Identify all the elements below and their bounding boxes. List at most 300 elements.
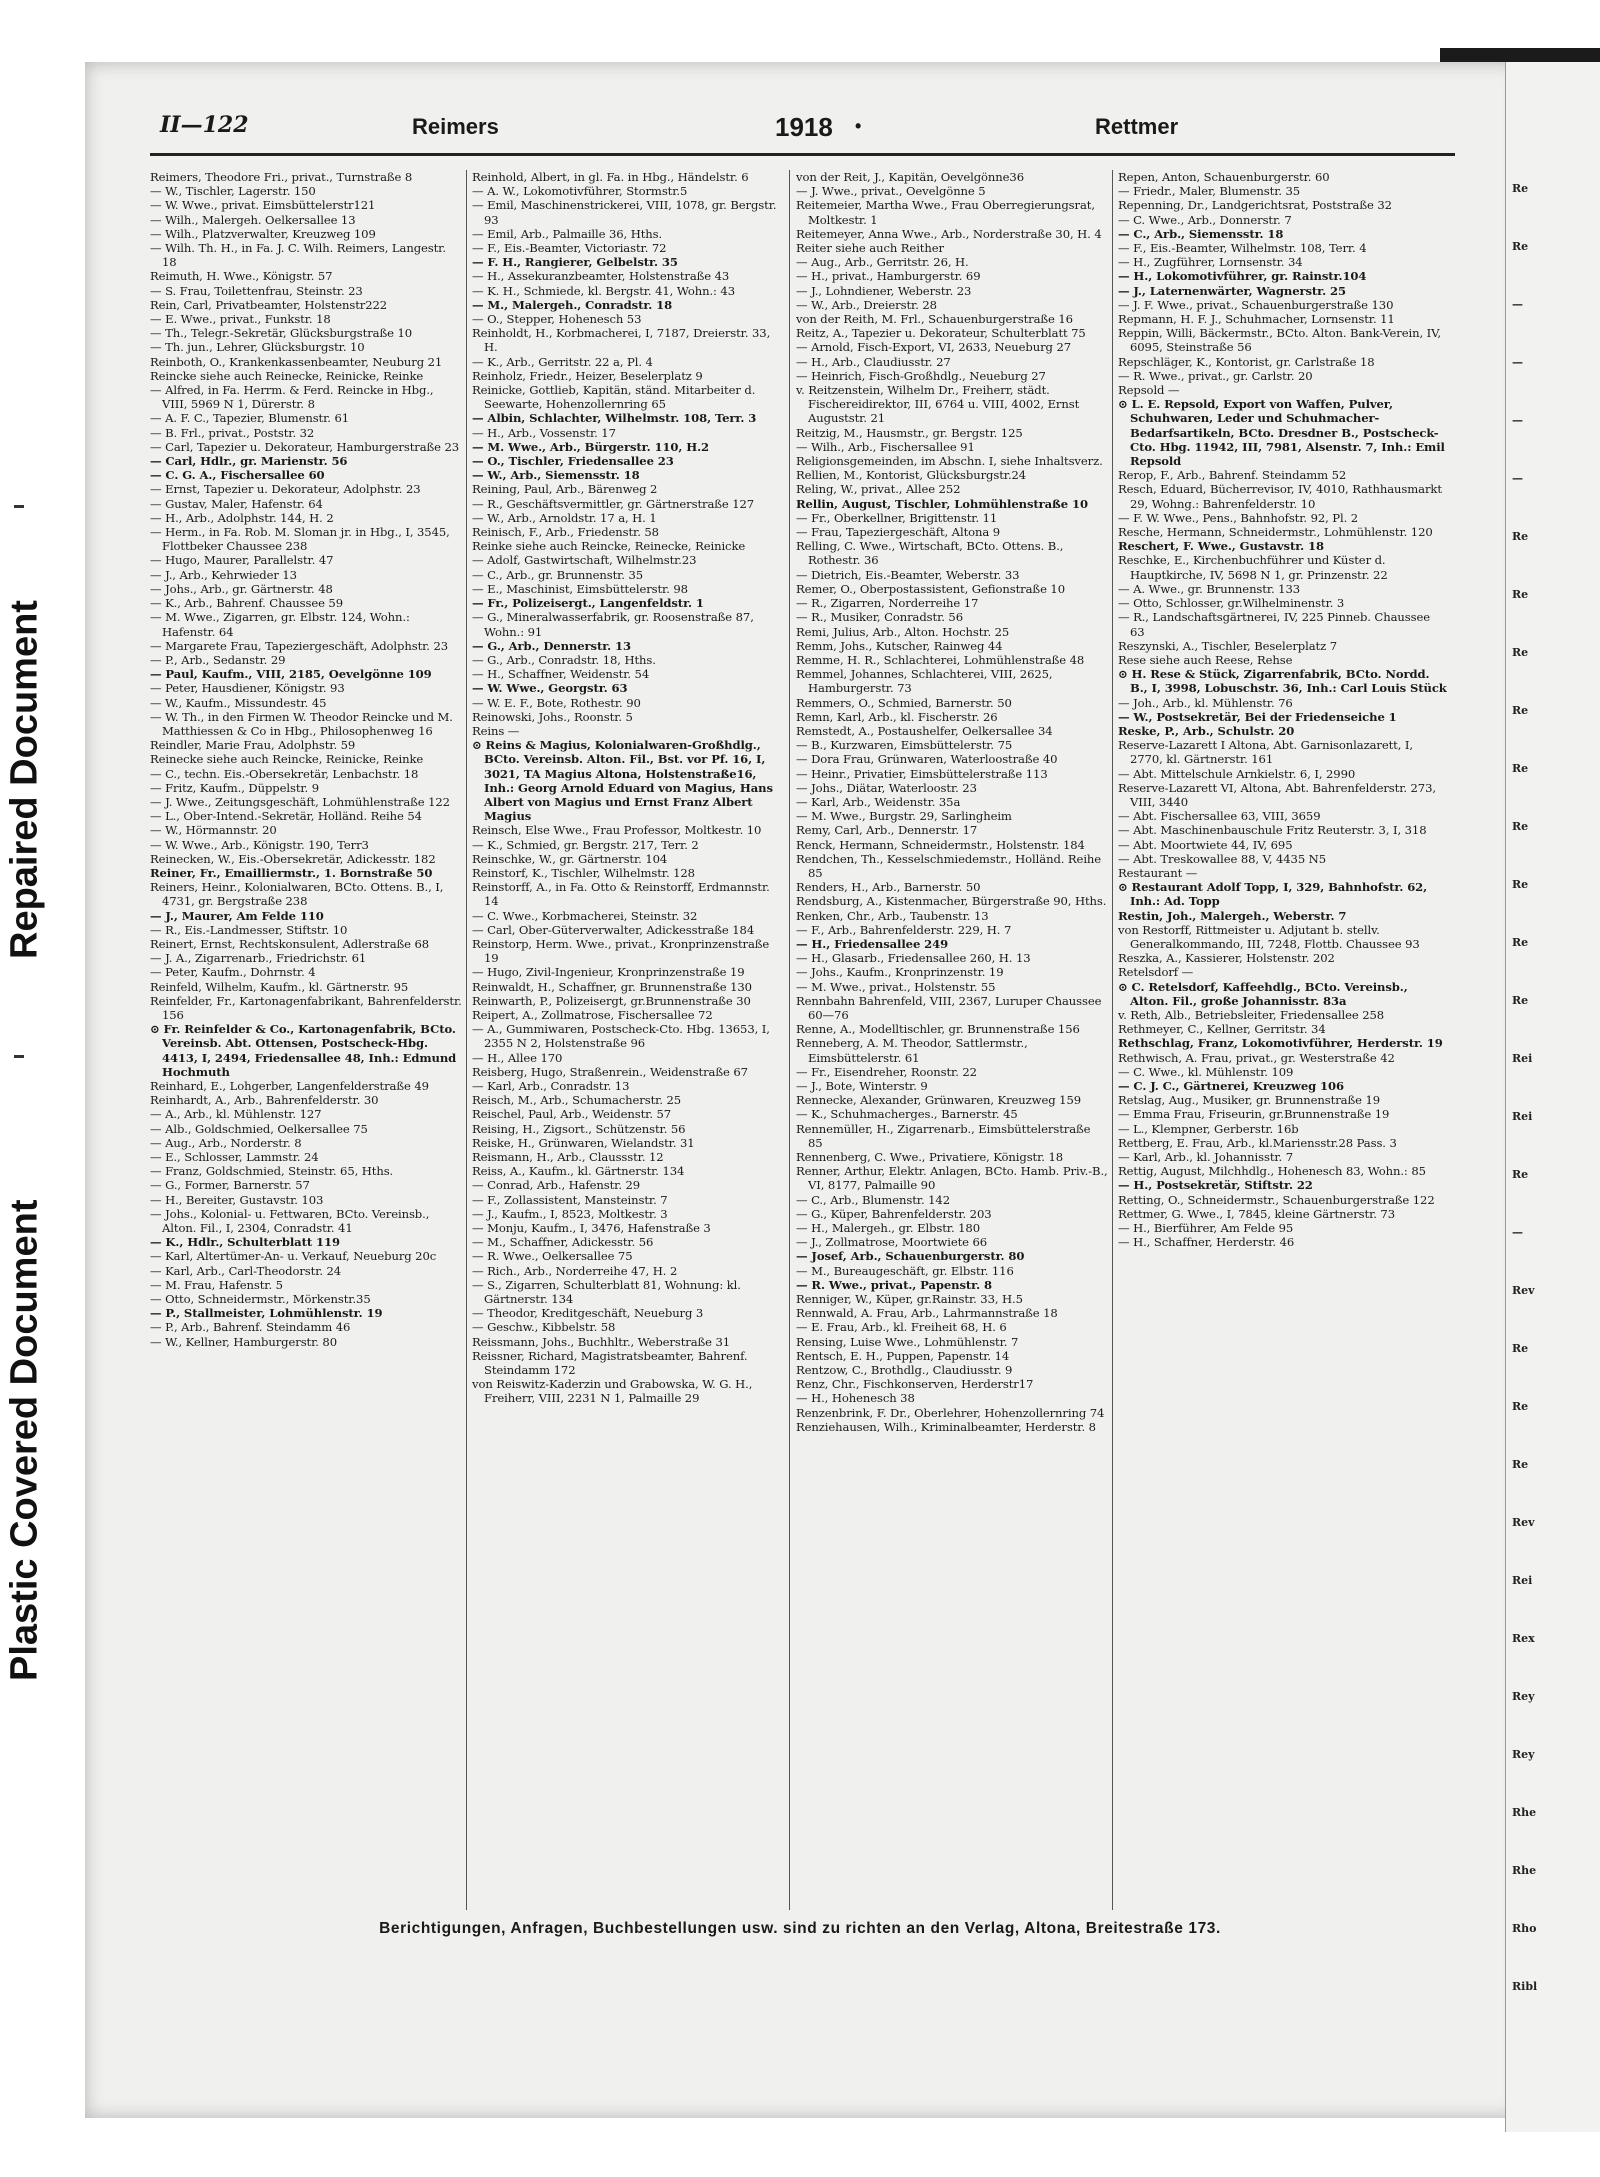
directory-entry: — M. Frau, Hafenstr. 5	[150, 1277, 283, 1292]
column-divider	[1112, 170, 1113, 1910]
adjacent-page-fragment: —	[1512, 356, 1523, 369]
directory-entry: — F., Eis.-Beamter, Wilhelmstr. 108, Terr. 4	[1118, 241, 1367, 256]
directory-entry: — Abt. Mittelschule Arnkielstr. 6, I, 2990	[1118, 766, 1356, 781]
directory-entry: — W. Wwe., Arb., Königstr. 190, Terr3	[150, 837, 369, 852]
directory-entry: Remmers, O., Schmied, Barnerstr. 50	[796, 695, 1012, 710]
directory-entry: Rethschlag, Franz, Lokomotivführer, Herderstr. 19	[1118, 1036, 1443, 1051]
directory-entry: Reinstorf, K., Tischler, Wilhelmstr. 128	[472, 865, 695, 880]
adjacent-page-fragment: Rei	[1512, 1052, 1533, 1065]
adjacent-page-strip	[1505, 62, 1600, 2132]
repaired-document-label: Repaired Document	[3, 600, 46, 960]
directory-entry: — C. Wwe., Arb., Donnerstr. 7	[1118, 212, 1292, 227]
directory-entry: — Emil, Arb., Palmaille 36, Hths.	[472, 226, 663, 241]
adjacent-page-fragment: Re	[1512, 182, 1529, 195]
directory-entry: Rethmeyer, C., Kellner, Gerritstr. 34	[1118, 1022, 1326, 1037]
directory-entry: Reinecken, W., Eis.-Obersekretär, Adickesstr. 182	[150, 851, 436, 866]
directory-entry: — C. J. C., Gärtnerei, Kreuzweg 106	[1118, 1079, 1344, 1093]
directory-entry: Remn, Karl, Arb., kl. Fischerstr. 26	[796, 709, 998, 724]
directory-entry: Reinecke siehe auch Reincke, Reinicke, Reinke	[150, 752, 424, 767]
directory-entry: Renken, Chr., Arb., Taubenstr. 13	[796, 908, 989, 923]
directory-entry: — C. Wwe., kl. Mühlenstr. 109	[1118, 1064, 1294, 1079]
directory-entry: — Joh., Arb., kl. Mühlenstr. 76	[1118, 695, 1293, 710]
directory-entry: Restaurant —	[1118, 865, 1198, 880]
directory-entry: — Karl, Arb., Conradstr. 13	[472, 1079, 630, 1093]
adjacent-page-fragment: Ribl	[1512, 1980, 1538, 1993]
directory-entry: Reinhold, Albert, in gl. Fa. in Hbg., Händelstr. 6	[472, 170, 749, 184]
directory-entry: — Wilh., Arb., Fischersallee 91	[796, 439, 975, 454]
directory-entry: Renziehausen, Wilh., Kriminalbeamter, Herderstr. 8	[796, 1419, 1096, 1434]
divider-dash	[14, 1055, 24, 1058]
adjacent-page-fragment: Re	[1512, 762, 1529, 775]
directory-entry: — M. Wwe., Arb., Bürgerstr. 110, H.2	[472, 439, 709, 454]
directory-column-2	[472, 170, 784, 1910]
directory-entry: — W. Th., in den Firmen W. Theodor Reincke und M. Matthiessen & Co in Hbg., Philosophenweg 16	[150, 709, 453, 738]
directory-entry: Rensing, Luise Wwe., Lohmühlenstr. 7	[796, 1334, 1019, 1349]
directory-entry: — P., Arb., Bahrenf. Steindamm 46	[150, 1320, 351, 1335]
directory-entry: Repen, Anton, Schauenburgerstr. 60	[1118, 170, 1330, 184]
directory-entry: — W., Tischler, Lagerstr. 150	[150, 184, 316, 199]
directory-entry: — F., Zollassistent, Mansteinstr. 7	[472, 1192, 668, 1207]
directory-entry: Repmann, H. F. J., Schuhmacher, Lornsenstr. 11	[1118, 312, 1395, 327]
directory-entry: — Fr., Polizeisergt., Langenfeldstr. 1	[472, 596, 704, 611]
directory-entry: Reismann, H., Arb., Claussstr. 12	[472, 1150, 664, 1165]
directory-entry: — Ernst, Tapezier u. Dekorateur, Adolphstr. 23	[150, 482, 421, 497]
directory-entry: — K., Hdlr., Schulterblatt 119	[150, 1235, 340, 1250]
directory-entry: Reiners, Heinr., Kolonialwaren, BCto. Ottens. B., I, 4731, gr. Bergstraße 238	[150, 880, 444, 909]
directory-entry: — Otto, Schneidermstr., Mörkenstr.35	[150, 1292, 371, 1307]
directory-entry: — Rich., Arb., Norderreihe 47, H. 2	[472, 1263, 678, 1278]
directory-entry: — Th. jun., Lehrer, Glücksburgstr. 10	[150, 340, 365, 355]
directory-entry: von Reiswitz-Kaderzin und Grabowska, W. G. H., Freiherr, VIII, 2231 N 1, Palmaille 29	[472, 1377, 753, 1406]
directory-entry: — Karl, Arb., Carl-Theodorstr. 24	[150, 1263, 342, 1278]
adjacent-page-fragment: Rei	[1512, 1574, 1533, 1587]
directory-entry: — Karl, Altertümer-An- u. Verkauf, Neueburg 20c	[150, 1249, 437, 1264]
directory-entry: — Johs., Arb., gr. Gärtnerstr. 48	[150, 581, 333, 596]
directory-entry: Reserve-Lazarett VI, Altona, Abt. Bahrenfelderstr. 273, VIII, 3440	[1118, 780, 1436, 809]
directory-entry: Rennecke, Alexander, Grünwaren, Kreuzweg 159	[796, 1093, 1081, 1108]
directory-entry: Repsold —	[1118, 383, 1180, 398]
directory-entry: Reinstorp, Herm. Wwe., privat., Kronprinzenstraße 19	[472, 936, 770, 966]
directory-entry: — Paul, Kaufm., VIII, 2185, Oevelgönne 109	[150, 667, 432, 682]
directory-entry: — Abt. Fischersallee 63, VIII, 3659	[1118, 809, 1321, 824]
directory-entry: — G., Former, Barnerstr. 57	[150, 1178, 310, 1193]
directory-entry: Reinholdt, H., Korbmacherei, I, 7187, Dreierstr. 33, H.	[472, 326, 771, 355]
directory-entry: Renner, Arthur, Elektr. Anlagen, BCto. Hamb. Priv.-B., VI, 8177, Palmaille 90	[796, 1164, 1108, 1193]
directory-entry: Reiske, H., Grünwaren, Wielandstr. 31	[472, 1135, 695, 1150]
directory-entry: — J., Arb., Kehrwieder 13	[150, 567, 297, 582]
directory-entry: — G., Arb., Dennerstr. 13	[472, 638, 631, 653]
column-divider	[466, 170, 467, 1910]
directory-entry: ⊙ L. E. Repsold, Export von Waffen, Pulver, Schuhwaren, Leder und Schuhmacher-Bedarfsartikeln, BCto. Dresdner B., Postscheck-Cto. Hbg. 11942, III, 7981, Alsenstr. 7, Inh.: Emil Repsold	[1118, 397, 1445, 469]
directory-entry: — K., Schuhmacherges., Barnerstr. 45	[796, 1107, 1018, 1122]
adjacent-page-fragment: —	[1512, 1226, 1523, 1239]
directory-entry: — M. Wwe., privat., Holstenstr. 55	[796, 979, 996, 994]
adjacent-page-fragment: —	[1512, 472, 1523, 485]
directory-entry: Retelsdorf —	[1118, 965, 1194, 980]
directory-entry: Reinke siehe auch Reincke, Reinecke, Reinicke	[472, 539, 746, 554]
directory-entry: Reisberg, Hugo, Straßenrein., Weidenstraße 67	[472, 1064, 748, 1079]
directory-entry: — M., Malergeh., Conradstr. 18	[472, 297, 673, 312]
directory-entry: — Heinrich, Fisch-Großhdlg., Neueburg 27	[796, 368, 1046, 383]
directory-entry: Rein, Carl, Privatbeamter, Holstenstr222	[150, 297, 388, 312]
directory-entry: — Heinr., Privatier, Eimsbüttelerstraße 113	[796, 766, 1048, 781]
directory-entry: Rese siehe auch Reese, Rehse	[1118, 652, 1293, 667]
directory-entry: — C., Arb., Siemensstr. 18	[1118, 226, 1284, 241]
directory-entry: — H., Schaffner, Herderstr. 46	[1118, 1235, 1295, 1250]
directory-entry: — J., Maurer, Am Felde 110	[150, 908, 324, 923]
directory-entry: Reins —	[472, 723, 520, 738]
directory-entry: — S. Frau, Toilettenfrau, Steinstr. 23	[150, 283, 363, 298]
directory-entry: — A., Arb., kl. Mühlenstr. 127	[150, 1107, 322, 1122]
directory-entry: — Carl, Tapezier u. Dekorateur, Hamburgerstraße 23	[150, 439, 460, 454]
directory-entry: Renders, H., Arb., Barnerstr. 50	[796, 880, 981, 895]
adjacent-page-fragment: Rho	[1512, 1922, 1537, 1935]
directory-entry: — A. F. C., Tapezier, Blumenstr. 61	[150, 411, 350, 426]
directory-entry: — Karl, Arb., kl. Johannisstr. 7	[1118, 1150, 1293, 1165]
directory-entry: Repenning, Dr., Landgerichtsrat, Poststraße 32	[1118, 198, 1392, 213]
directory-entry: — W., Arb., Dreierstr. 28	[796, 297, 937, 312]
directory-entry: — Johs., Diätar, Waterloostr. 23	[796, 780, 977, 795]
directory-entry: Reimers, Theodore Fri., privat., Turnstraße 8	[150, 170, 413, 184]
directory-entry: Reinisch, F., Arb., Friedenstr. 58	[472, 525, 659, 540]
directory-entry: — H., Bierführer, Am Felde 95	[1118, 1221, 1294, 1236]
directory-entry: — H., Allee 170	[472, 1050, 563, 1065]
adjacent-page-fragment: Re	[1512, 1168, 1529, 1181]
directory-entry: ⊙ Reins & Magius, Kolonialwaren-Großhdlg., BCto. Vereinsb. Alton. Fil., Bst. vor Pf. 16, I, 3021, TA Magius Altona, Holstenstraße16, Inh.: Georg Arnold Eduard von Magius, Hans Albert von Magius und Ernst Franz Albert Magius	[472, 738, 773, 824]
directory-entry: Reischel, Paul, Arb., Weidenstr. 57	[472, 1107, 672, 1122]
plastic-covered-document-label: Plastic Covered Document	[3, 1199, 46, 1681]
column-divider	[789, 170, 790, 1910]
directory-entry: Reitzig, M., Hausmstr., gr. Bergstr. 125	[796, 425, 1023, 440]
directory-entry: Reinfeld, Wilhelm, Kaufm., kl. Gärtnerstr. 95	[150, 979, 409, 994]
directory-entry: Relling, C. Wwe., Wirtschaft, BCto. Ottens. B., Rothestr. 36	[796, 539, 1064, 568]
directory-entry: — R. Wwe., privat., Papenstr. 8	[796, 1277, 992, 1292]
directory-entry: — W., Arb., Arnoldstr. 17 a, H. 1	[472, 510, 657, 525]
directory-column-4	[1118, 170, 1448, 1910]
directory-entry: Remstedt, A., Postaushelfer, Oelkersallee 34	[796, 723, 1053, 738]
directory-entry: Reszka, A., Kassierer, Holstenstr. 202	[1118, 951, 1335, 966]
directory-entry: — Friedr., Maler, Blumenstr. 35	[1118, 184, 1301, 199]
directory-entry: — F., Eis.-Beamter, Victoriastr. 72	[472, 241, 667, 256]
directory-entry: — Geschw., Kibbelstr. 58	[472, 1320, 616, 1335]
directory-entry: Remy, Carl, Arb., Dennerstr. 17	[796, 823, 978, 838]
directory-entry: Remme, H. R., Schlachterei, Lohmühlenstraße 48	[796, 652, 1085, 667]
header-dot: •	[855, 116, 862, 136]
directory-entry: Renneberg, A. M. Theodor, Sattlermstr., Eimsbüttelerstr. 61	[796, 1036, 1028, 1065]
directory-entry: — F., Arb., Bahrenfelderstr. 229, H. 7	[796, 922, 1012, 937]
adjacent-page-fragment: Rev	[1512, 1516, 1535, 1529]
directory-entry: Reinhard, E., Lohgerber, Langenfelderstraße 49	[150, 1079, 429, 1093]
directory-entry: — Karl, Arb., Weidenstr. 35a	[796, 794, 961, 809]
directory-entry: Reinwarth, P., Polizeisergt, gr.Brunnenstraße 30	[472, 993, 751, 1008]
directory-entry: — H., Friedensallee 249	[796, 936, 949, 951]
directory-entry: — W., Kaufm., Missundestr. 45	[150, 695, 327, 710]
directory-entry: Reincke siehe auch Reinecke, Reinicke, Reinke	[150, 368, 424, 383]
directory-entry: — R., Zigarren, Norderreihe 17	[796, 596, 979, 611]
directory-entry: — Peter, Hausdiener, Königstr. 93	[150, 681, 345, 696]
directory-entry: — Alfred, in Fa. Herrm. & Ferd. Reincke in Hbg., VIII, 5969 N 1, Dürerstr. 8	[150, 383, 434, 412]
directory-entry: — Wilh. Th. H., in Fa. J. C. Wilh. Reimers, Langestr. 18	[150, 241, 446, 270]
directory-entry: — F. W. Wwe., Pens., Bahnhofstr. 92, Pl. 2	[1118, 510, 1359, 525]
directory-entry: — J., Bote, Winterstr. 9	[796, 1079, 928, 1093]
directory-entry: — P., Stallmeister, Lohmühlenstr. 19	[150, 1306, 383, 1321]
adjacent-page-fragment: Rey	[1512, 1690, 1535, 1703]
adjacent-page-fragment: Re	[1512, 936, 1529, 949]
adjacent-page-fragment: —	[1512, 298, 1523, 311]
directory-entry: — B., Kurzwaren, Eimsbüttelerstr. 75	[796, 738, 1013, 753]
adjacent-page-fragment: Re	[1512, 994, 1529, 1007]
adjacent-page-fragment: Rev	[1512, 1284, 1535, 1297]
directory-entry: Reissmann, Johs., Buchhltr., Weberstraße 31	[472, 1334, 731, 1349]
directory-entry: — O., Tischler, Friedensallee 23	[472, 454, 674, 469]
directory-entry: Reinowski, Johs., Roonstr. 5	[472, 709, 633, 724]
directory-entry: Reinhardt, A., Arb., Bahrenfelderstr. 30	[150, 1093, 379, 1108]
directory-entry: — J., Lohndiener, Weberstr. 23	[796, 283, 972, 298]
directory-entry: — E., Schlosser, Lammstr. 24	[150, 1150, 319, 1165]
directory-entry: — G., Küper, Bahrenfelderstr. 203	[796, 1206, 992, 1221]
directory-entry: — Alb., Goldschmied, Oelkersallee 75	[150, 1121, 368, 1136]
directory-entry: — H., Postsekretär, Stiftstr. 22	[1118, 1178, 1313, 1193]
directory-entry: — C., Arb., gr. Brunnenstr. 35	[472, 567, 644, 582]
directory-entry: — E., Maschinist, Eimsbüttelerstr. 98	[472, 581, 688, 596]
directory-entry: Reimuth, H. Wwe., Königstr. 57	[150, 269, 333, 284]
directory-entry: — Otto, Schlosser, gr.Wilhelminenstr. 3	[1118, 596, 1345, 611]
directory-entry: Reiner, Fr., Emailliermstr., 1. Bornstraße 50	[150, 865, 433, 880]
directory-entry: Remer, O., Oberpostassistent, Gefionstraße 10	[796, 581, 1065, 596]
directory-entry: von Restorff, Rittmeister u. Adjutant b. stellv. Generalkommando, III, 7248, Flottb. Chaussee 93	[1118, 922, 1420, 951]
directory-entry: — R. Wwe., Oelkersallee 75	[472, 1249, 633, 1264]
directory-entry: — H., Arb., Vossenstr. 17	[472, 425, 616, 440]
directory-entry: — M. Wwe., Zigarren, gr. Elbstr. 124, Wohn.: Hafenstr. 64	[150, 610, 410, 639]
directory-entry: — Arnold, Fisch-Export, VI, 2633, Neueburg 27	[796, 340, 1072, 355]
directory-entry: ⊙ Restaurant Adolf Topp, I, 329, Bahnhofstr. 62, Inh.: Ad. Topp	[1118, 880, 1428, 909]
directory-entry: ⊙ H. Rese & Stück, Zigarrenfabrik, BCto. Nordd. B., I, 3998, Lobuschstr. 36, Inh.: Carl Louis Stück	[1118, 667, 1447, 696]
directory-entry: — R. Wwe., privat., gr. Carlstr. 20	[1118, 368, 1313, 383]
adjacent-page-fragment: Re	[1512, 240, 1529, 253]
directory-entry: — Monju, Kaufm., I, 3476, Hafenstraße 3	[472, 1221, 711, 1236]
directory-entry: — Dietrich, Eis.-Beamter, Weberstr. 33	[796, 567, 1020, 582]
directory-entry: Reissner, Richard, Magistratsbeamter, Bahrenf. Steindamm 172	[472, 1348, 748, 1378]
directory-entry: Retting, O., Schneidermstr., Schauenburgerstraße 122	[1118, 1192, 1435, 1207]
directory-entry: Remi, Julius, Arb., Alton. Hochstr. 25	[796, 624, 1010, 639]
directory-entry: — Franz, Goldschmied, Steinstr. 65, Hths.	[150, 1164, 394, 1179]
header-rule	[150, 153, 1455, 156]
directory-entry: — Johs., Kolonial- u. Fettwaren, BCto. Vereinsb., Alton. Fil., I, 2304, Conradstr. 41	[150, 1206, 430, 1236]
directory-entry: Reisch, M., Arb., Schumacherstr. 25	[472, 1093, 682, 1108]
directory-entry: Reising, H., Zigsort., Schützenstr. 56	[472, 1121, 686, 1136]
directory-entry: — S., Zigarren, Schulterblatt 81, Wohnung: kl. Gärtnerstr. 134	[472, 1277, 741, 1307]
directory-entry: Renne, A., Modelltischler, gr. Brunnenstraße 156	[796, 1022, 1080, 1037]
directory-entry: — R., Musiker, Conradstr. 56	[796, 610, 963, 625]
directory-entry: Retslag, Aug., Musiker, gr. Brunnenstraße 19	[1118, 1093, 1381, 1108]
directory-entry: Rennbahn Bahrenfeld, VIII, 2367, Luruper Chaussee 60—76	[796, 993, 1102, 1022]
directory-entry: — W., Kellner, Hamburgerstr. 80	[150, 1334, 337, 1349]
directory-entry: — M., Bureaugeschäft, gr. Elbstr. 116	[796, 1263, 1014, 1278]
adjacent-page-fragment: Re	[1512, 1458, 1529, 1471]
directory-entry: — Josef, Arb., Schauenburgerstr. 80	[796, 1249, 1025, 1264]
directory-entry: — H., Arb., Adolphstr. 144, H. 2	[150, 510, 334, 525]
directory-entry: — Wilh., Malergeh. Oelkersallee 13	[150, 212, 356, 227]
directory-entry: — J., Kaufm., I, 8523, Moltkestr. 3	[472, 1206, 668, 1221]
directory-entry: — R., Landschaftsgärtnerei, IV, 225 Pinneb. Chaussee 63	[1118, 610, 1430, 639]
directory-entry: Reinboth, O., Krankenkassenbeamter, Neuburg 21	[150, 354, 443, 369]
directory-entry: — J. Wwe., Zeitungsgeschäft, Lohmühlenstraße 122	[150, 794, 450, 809]
adjacent-page-fragment: Re	[1512, 646, 1529, 659]
directory-entry: — H., Hohenesch 38	[796, 1391, 915, 1406]
directory-entry: Reiss, A., Kaufm., kl. Gärtnerstr. 134	[472, 1164, 685, 1179]
adjacent-page-fragment: Re	[1512, 704, 1529, 717]
directory-entry: Reschert, F. Wwe., Gustavstr. 18	[1118, 539, 1324, 554]
directory-entry: Rettig, August, Milchhdlg., Hohenesch 83, Wohn.: 85	[1118, 1164, 1426, 1179]
directory-entry: — Herm., in Fa. Rob. M. Sloman jr. in Hbg., I, 3545, Flottbeker Chaussee 238	[150, 525, 450, 554]
directory-entry: — J., Laternenwärter, Wagnerstr. 25	[1118, 283, 1346, 298]
adjacent-page-fragment: Re	[1512, 820, 1529, 833]
directory-entry: — W., Postsekretär, Bei der Friedenseiche 1	[1118, 709, 1397, 724]
directory-entry: Restin, Joh., Malergeh., Weberstr. 7	[1118, 908, 1347, 923]
directory-entry: — K., Schmied, gr. Bergstr. 217, Terr. 2	[472, 837, 699, 852]
directory-entry: — W. E. F., Bote, Rothestr. 90	[472, 695, 641, 710]
page-number: II—122	[160, 112, 249, 138]
directory-entry: — E. Frau, Arb., kl. Freiheit 68, H. 6	[796, 1320, 1007, 1335]
directory-entry: — Abt. Moortwiete 44, IV, 695	[1118, 837, 1293, 852]
directory-entry: Rethwisch, A. Frau, privat., gr. Westerstraße 42	[1118, 1050, 1395, 1065]
directory-entry: — Emma Frau, Friseurin, gr.Brunnenstraße 19	[1118, 1107, 1390, 1122]
directory-entry: Resche, Hermann, Schneidermstr., Lohmühlenstr. 120	[1118, 525, 1433, 540]
directory-entry: Resch, Eduard, Bücherrevisor, IV, 4010, Rathhausmarkt 29, Wohng.: Bahrenfelderstr. 10	[1118, 482, 1442, 511]
directory-entry: — J. A., Zigarrenarb., Friedrichstr. 61	[150, 951, 367, 966]
directory-entry: Rellien, M., Kontorist, Glücksburgstr.24	[796, 468, 1027, 483]
directory-entry: — C. G. A., Fischersallee 60	[150, 468, 325, 483]
adjacent-page-fragment: Rhe	[1512, 1806, 1537, 1819]
directory-entry: — Abt. Treskowallee 88, V, 4435 N5	[1118, 851, 1327, 866]
directory-column-1	[150, 170, 462, 1910]
directory-entry: Reling, W., privat., Allee 252	[796, 482, 961, 497]
directory-entry: — Aug., Arb., Gerritstr. 26, H.	[796, 255, 969, 270]
directory-entry: — M. Wwe., Burgstr. 29, Sarlingheim	[796, 809, 1012, 824]
directory-entry: — Fr., Oberkellner, Brigittenstr. 11	[796, 510, 998, 525]
directory-entry: — H., Zugführer, Lornsenstr. 34	[1118, 255, 1303, 270]
directory-entry: — Margarete Frau, Tapeziergeschäft, Adolphstr. 23	[150, 638, 449, 653]
directory-entry: Reitemeier, Martha Wwe., Frau Oberregierungsrat, Moltkestr. 1	[796, 198, 1095, 227]
directory-entry: Religionsgemeinden, im Abschn. I, siehe Inhaltsverz.	[796, 454, 1103, 469]
directory-entry: — Frau, Tapeziergeschäft, Altona 9	[796, 525, 1001, 540]
directory-entry: — J., Zollmatrose, Moortwiete 66	[796, 1235, 988, 1250]
directory-entry: ⊙ Fr. Reinfelder & Co., Kartonagenfabrik, BCto. Vereinsb. Abt. Ottensen, Postscheck-Hbg. 4413, I, 2494, Friedensallee 48, Inh.: Edmund Hochmuth	[150, 1022, 457, 1079]
directory-entry: Reinsch, Else Wwe., Frau Professor, Moltkestr. 10	[472, 823, 762, 838]
adjacent-page-fragment: Rey	[1512, 1748, 1535, 1761]
directory-entry: — Adolf, Gastwirtschaft, Wilhelmstr.23	[472, 553, 697, 568]
directory-entry: — C. Wwe., Korbmacherei, Steinstr. 32	[472, 908, 698, 923]
directory-entry: — C., Arb., Blumenstr. 142	[796, 1192, 950, 1207]
directory-entry: Reinschke, W., gr. Gärtnerstr. 104	[472, 851, 668, 866]
directory-entry: v. Reitzenstein, Wilhelm Dr., Freiherr, städt. Fischereidirektor, III, 6764 u. VIII, 4002, Ernst Auguststr. 21	[796, 383, 1080, 426]
directory-entry: — Johs., Kaufm., Kronprinzenstr. 19	[796, 965, 1004, 980]
directory-entry: Reindler, Marie Frau, Adolphstr. 59	[150, 738, 356, 753]
directory-entry: Reppin, Willi, Bäckermstr., BCto. Alton. Bank-Verein, IV, 6095, Steinstraße 56	[1118, 326, 1441, 355]
directory-entry: Rerop, F., Arb., Bahrenf. Steindamm 52	[1118, 468, 1347, 483]
directory-entry: — R., Geschäftsvermittler, gr. Gärtnerstraße 127	[472, 496, 755, 511]
directory-entry: Reinholz, Friedr., Heizer, Beselerplatz 9	[472, 368, 703, 383]
directory-entry: Rendsburg, A., Kistenmacher, Bürgerstraße 90, Hths.	[796, 894, 1107, 909]
directory-entry: — A. W., Lokomotivführer, Stormstr.5	[472, 184, 688, 199]
directory-entry: Reschke, E., Kirchenbuchführer und Küster d. Hauptkirche, IV, 5698 N 1, gr. Prinzenstr. 22	[1118, 553, 1388, 582]
directory-entry: Reitemeyer, Anna Wwe., Arb., Norderstraße 30, H. 4	[796, 226, 1102, 241]
directory-entry: — G., Mineralwasserfabrik, gr. Roosenstraße 87, Wohn.: 91	[472, 610, 754, 639]
directory-entry: — Theodor, Kreditgeschäft, Neueburg 3	[472, 1306, 704, 1321]
directory-entry: — H., Schaffner, Weidenstr. 54	[472, 667, 650, 682]
directory-entry: — O., Stepper, Hohenesch 53	[472, 312, 642, 327]
directory-entry: — H., Glasarb., Friedensallee 260, H. 13	[796, 951, 1031, 966]
header-first-name: Reimers	[412, 114, 499, 139]
directory-entry: — J. Wwe., privat., Oevelgönne 5	[796, 184, 986, 199]
directory-entry: — Fritz, Kaufm., Düppelstr. 9	[150, 780, 319, 795]
directory-entry: — Fr., Eisendreher, Roonstr. 22	[796, 1064, 977, 1079]
directory-entry: Renniger, W., Küper, gr.Rainstr. 33, H.5	[796, 1292, 1023, 1307]
directory-entry: Rennemüller, H., Zigarrenarb., Eimsbüttelerstraße 85	[796, 1121, 1091, 1150]
directory-entry: — K., Arb., Bahrenf. Chaussee 59	[150, 596, 343, 611]
directory-column-3	[796, 170, 1108, 1910]
directory-entry: — W. Wwe., privat. Eimsbüttelerstr121	[150, 198, 376, 213]
directory-entry: Rennenberg, C. Wwe., Privatiere, Königstr. 18	[796, 1150, 1063, 1165]
directory-entry: — E. Wwe., privat., Funkstr. 18	[150, 312, 331, 327]
directory-entry: Rennwald, A. Frau, Arb., Lahrmannstraße 18	[796, 1306, 1058, 1321]
directory-entry: — F. H., Rangierer, Gelbelstr. 35	[472, 255, 678, 270]
directory-entry: — H., Lokomotivführer, gr. Rainstr.104	[1118, 269, 1367, 284]
page-header	[150, 108, 1455, 148]
adjacent-page-fragment: Rex	[1512, 1632, 1535, 1645]
directory-entry: Reserve-Lazarett I Altona, Abt. Garnisonlazarett, I, 2770, kl. Gärtnerstr. 161	[1118, 738, 1413, 767]
directory-entry: — L., Klempner, Gerberstr. 16b	[1118, 1121, 1299, 1136]
directory-entry: Reinicke, Gottlieb, Kapitän, ständ. Mitarbeiter d. Seewarte, Hohenzollernring 65	[472, 383, 756, 412]
header-year: 1918	[775, 112, 833, 142]
directory-entry: — P., Arb., Sedanstr. 29	[150, 652, 286, 667]
adjacent-page-fragment: Re	[1512, 588, 1529, 601]
directory-entry: — M., Schaffner, Adickesstr. 56	[472, 1235, 654, 1250]
directory-entry: — Dora Frau, Grünwaren, Waterloostraße 40	[796, 752, 1058, 767]
directory-entry: Remm, Johs., Kutscher, Rainweg 44	[796, 638, 1003, 653]
directory-entry: — K. H., Schmiede, kl. Bergstr. 41, Wohn.: 43	[472, 283, 735, 298]
divider-dash	[14, 505, 24, 508]
directory-entry: Reitz, A., Tapezier u. Dekorateur, Schulterblatt 75	[796, 326, 1086, 341]
adjacent-page-fragment: Re	[1512, 1400, 1529, 1413]
directory-entry: — Hugo, Maurer, Parallelstr. 47	[150, 553, 334, 568]
directory-entry: Rettmer, G. Wwe., I, 7845, kleine Gärtnerstr. 73	[1118, 1206, 1395, 1221]
directory-entry: von der Reith, M. Frl., Schauenburgerstraße 16	[796, 312, 1073, 327]
directory-entry: Renz, Chr., Fischkonserven, Herderstr17	[796, 1377, 1034, 1392]
directory-entry: — H., Assekuranzbeamter, Holstenstraße 43	[472, 269, 730, 284]
directory-entry: — Emil, Maschinenstrickerei, VIII, 1078, gr. Bergstr. 93	[472, 198, 777, 227]
directory-entry: — Carl, Hdlr., gr. Marienstr. 56	[150, 454, 348, 469]
directory-entry: Reining, Paul, Arb., Bärenweg 2	[472, 482, 658, 497]
directory-entry: Renck, Hermann, Schneidermstr., Holstenstr. 184	[796, 837, 1085, 852]
directory-entry: Reinert, Ernst, Rechtskonsulent, Adlerstraße 68	[150, 936, 430, 951]
directory-entry: — Conrad, Arb., Hafenstr. 29	[472, 1178, 641, 1193]
directory-entry: von der Reit, J., Kapitän, Oevelgönne36	[796, 170, 1024, 184]
directory-entry: Remmel, Johannes, Schlachterei, VIII, 2625, Hamburgerstr. 73	[796, 667, 1053, 696]
adjacent-page-fragment: Re	[1512, 530, 1529, 543]
directory-entry: — Abt. Maschinenbauschule Fritz Reuterstr. 3, I, 318	[1118, 823, 1427, 838]
directory-entry: — C., techn. Eis.-Obersekretär, Lenbachstr. 18	[150, 766, 419, 781]
adjacent-page-fragment: —	[1512, 414, 1523, 427]
directory-entry: — H., privat., Hamburgerstr. 69	[796, 269, 981, 284]
directory-entry: Rellin, August, Tischler, Lohmühlenstraße 10	[796, 496, 1088, 511]
directory-entry: Reipert, A., Zollmatrose, Fischersallee 72	[472, 1007, 713, 1022]
directory-entry: Reinstorff, A., in Fa. Otto & Reinstorff, Erdmannstr. 14	[472, 880, 770, 909]
directory-entry: Rentsch, E. H., Puppen, Papenstr. 14	[796, 1348, 1010, 1363]
directory-entry: Reiter siehe auch Reither	[796, 241, 944, 256]
directory-entry: Reinwaldt, H., Schaffner, gr. Brunnenstraße 130	[472, 979, 752, 994]
directory-entry: — H., Bereiter, Gustavstr. 103	[150, 1192, 324, 1207]
